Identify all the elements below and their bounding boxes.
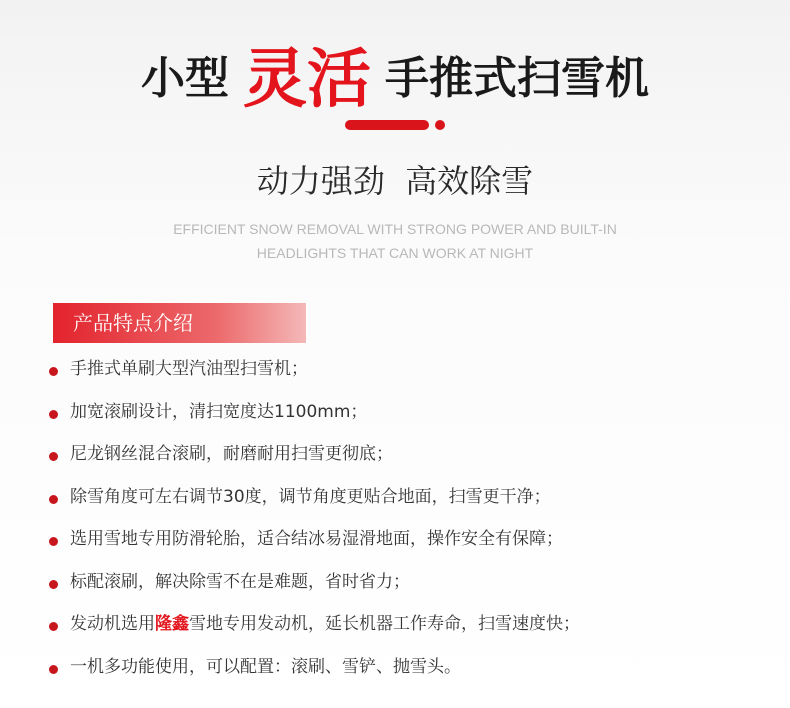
title-part-1: 小型 [141, 53, 229, 104]
bullet-dot-icon [49, 452, 58, 461]
feature-item [46, 518, 766, 561]
feature-text: 一机多功能使用，可以配置：滚刷、雪铲、抛雪头。 [70, 656, 461, 677]
title-highlight: 灵活 [243, 43, 371, 117]
bullet-dot-icon [49, 367, 58, 376]
feature-text: 尼龙钢丝混合滚刷，耐磨耐用扫雪更彻底； [70, 444, 393, 464]
feature-list [46, 348, 766, 688]
title-part-2: 手推式扫雪机 [385, 53, 649, 104]
feature-item [46, 433, 766, 476]
section-header [53, 303, 306, 343]
bullet-dot-icon [49, 537, 58, 546]
english-tagline-line-2: HEADLIGHTS THAT CAN WORK AT NIGHT [256, 245, 534, 261]
divider-dot [435, 120, 445, 130]
feature-item [46, 561, 766, 604]
feature-text-after: 雪地专用发动机，延长机器工作寿命，扫雪速度快； [189, 614, 580, 634]
bullet-dot-icon [49, 495, 58, 504]
feature-text-before: 发动机选用 [70, 614, 155, 634]
brand-highlight: 隆鑫 [155, 614, 189, 634]
bullet-dot-icon [49, 622, 58, 631]
divider-bar [345, 120, 429, 130]
subtitle: 动力强劲 高效除雪 [256, 162, 534, 200]
feature-text: 除雪角度可左右调节30度，调节角度更贴合地面，扫雪更干净； [70, 486, 551, 507]
english-tagline-line-1: EFFICIENT SNOW REMOVAL WITH STRONG POWER AND BUILT-IN [173, 221, 617, 237]
feature-text: 加宽滚刷设计，清扫宽度达1100mm； [70, 401, 368, 422]
bullet-dot-icon [49, 580, 58, 589]
bullet-dot-icon [49, 410, 58, 419]
feature-item [46, 646, 766, 689]
feature-item [46, 391, 766, 434]
feature-text: 手推式单刷大型汽油型扫雪机； [70, 359, 308, 379]
section-header-label: 产品特点介绍 [73, 311, 193, 335]
feature-item [46, 348, 766, 391]
english-tagline [0, 217, 790, 265]
feature-text: 标配滚刷，解决除雪不在是难题，省时省力； [70, 571, 410, 592]
page-title [0, 28, 790, 120]
title-divider [345, 120, 445, 132]
bullet-dot-icon [49, 665, 58, 674]
feature-item [46, 476, 766, 519]
feature-text: 选用雪地专用防滑轮胎，适合结冰易湿滑地面，操作安全有保障； [70, 529, 563, 549]
feature-item [46, 603, 766, 646]
